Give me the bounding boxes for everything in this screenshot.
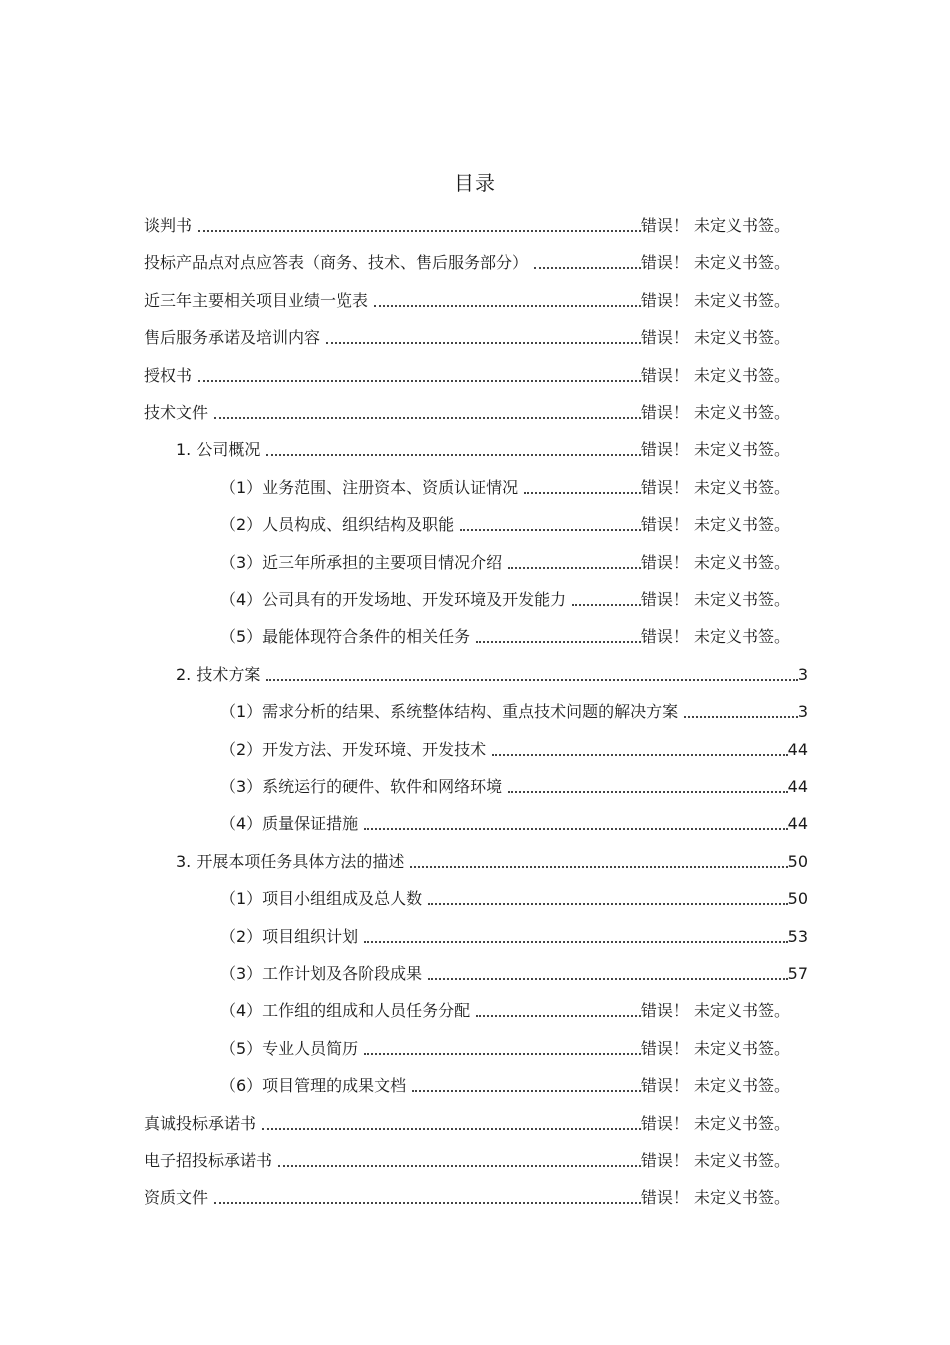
toc-entry[interactable] bbox=[220, 623, 790, 647]
dot-leader bbox=[508, 773, 787, 793]
toc-entry[interactable] bbox=[220, 923, 808, 947]
toc-entry-label: （2）人员构成、组织结构及职能 bbox=[220, 515, 455, 534]
toc-entry-label: 3. 开展本项任务具体方法的描述 bbox=[176, 852, 405, 871]
toc-entry-page-ref: 57 bbox=[787, 964, 808, 983]
dot-leader bbox=[412, 1072, 641, 1092]
toc-entry-label: （3）系统运行的硬件、软件和网络环境 bbox=[220, 777, 503, 796]
toc-entry-page-ref: 44 bbox=[787, 814, 808, 833]
dot-leader bbox=[364, 923, 787, 943]
toc-entry-page-ref: 错误！ 未定义书签。 bbox=[640, 1076, 790, 1095]
toc-entry[interactable] bbox=[144, 287, 790, 311]
toc-entry-page-ref: 44 bbox=[787, 777, 808, 796]
toc-entry[interactable] bbox=[144, 249, 790, 273]
toc-entry[interactable] bbox=[220, 1072, 790, 1096]
toc-entry-page-ref: 50 bbox=[787, 852, 808, 871]
toc-entry-label: （3）工作计划及各阶段成果 bbox=[220, 964, 423, 983]
toc-entry[interactable] bbox=[220, 698, 808, 722]
dot-leader bbox=[266, 661, 797, 681]
dot-leader bbox=[684, 698, 798, 718]
toc-entry-page-ref: 44 bbox=[787, 740, 808, 759]
toc-entry-label: 资质文件 bbox=[144, 1188, 209, 1207]
toc-title: 目录 bbox=[454, 171, 496, 195]
dot-leader bbox=[476, 997, 641, 1017]
toc-entry-page-ref: 错误！ 未定义书签。 bbox=[640, 1188, 790, 1207]
toc-entry-label: 电子招投标承诺书 bbox=[144, 1151, 273, 1170]
toc-entry-page-ref: 错误！ 未定义书签。 bbox=[640, 216, 790, 235]
toc-entry-page-ref: 错误！ 未定义书签。 bbox=[640, 553, 790, 572]
toc-entry-page-ref: 错误！ 未定义书签。 bbox=[640, 627, 790, 646]
toc-entry-label: （4）公司具有的开发场地、开发环境及开发能力 bbox=[220, 590, 567, 609]
toc-entry-label: 售后服务承诺及培训内容 bbox=[144, 328, 321, 347]
toc-entry-label: （3）近三年所承担的主要项目情况介绍 bbox=[220, 553, 503, 572]
dot-leader bbox=[214, 1184, 641, 1204]
dot-leader bbox=[492, 736, 787, 756]
toc-entry-page-ref: 错误！ 未定义书签。 bbox=[640, 1001, 790, 1020]
dot-leader bbox=[198, 212, 641, 232]
toc-entry[interactable] bbox=[144, 399, 790, 423]
toc-entry[interactable] bbox=[220, 736, 808, 760]
toc-entry-page-ref: 3 bbox=[797, 702, 808, 721]
toc-entry-label: 技术文件 bbox=[144, 403, 209, 422]
toc-entry-page-ref: 53 bbox=[787, 927, 808, 946]
dot-leader bbox=[476, 623, 641, 643]
dot-leader bbox=[572, 586, 641, 606]
dot-leader bbox=[262, 1110, 641, 1130]
dot-leader bbox=[198, 362, 641, 382]
dot-leader bbox=[214, 399, 641, 419]
toc-entry-page-ref: 错误！ 未定义书签。 bbox=[640, 403, 790, 422]
toc-entry-page-ref: 错误！ 未定义书签。 bbox=[640, 1039, 790, 1058]
dot-leader bbox=[374, 287, 641, 307]
toc-entry[interactable] bbox=[144, 324, 790, 348]
toc-entry-label: 真诚投标承诺书 bbox=[144, 1114, 257, 1133]
dot-leader bbox=[364, 1035, 641, 1055]
dot-leader bbox=[508, 549, 641, 569]
dot-leader bbox=[428, 960, 787, 980]
toc-entry-label: （5）专业人员简历 bbox=[220, 1039, 359, 1058]
toc-entry[interactable] bbox=[220, 810, 808, 834]
dot-leader bbox=[534, 249, 641, 269]
toc-entry-label: （2）项目组织计划 bbox=[220, 927, 359, 946]
toc-entry-page-ref: 错误！ 未定义书签。 bbox=[640, 1114, 790, 1133]
dot-leader bbox=[266, 436, 641, 456]
toc-entry-label: （2）开发方法、开发环境、开发技术 bbox=[220, 740, 487, 759]
toc-entry[interactable] bbox=[220, 773, 808, 797]
toc-entry[interactable] bbox=[144, 362, 790, 386]
toc-entry-page-ref: 50 bbox=[787, 889, 808, 908]
dot-leader bbox=[410, 848, 787, 868]
toc-entry[interactable] bbox=[176, 436, 790, 460]
dot-leader bbox=[326, 324, 641, 344]
toc-entry[interactable] bbox=[144, 1110, 790, 1134]
toc-entry-label: （4）工作组的组成和人员任务分配 bbox=[220, 1001, 471, 1020]
toc-entry-label: （1）业务范围、注册资本、资质认证情况 bbox=[220, 478, 519, 497]
dot-leader bbox=[278, 1147, 641, 1167]
toc-entry[interactable] bbox=[176, 661, 808, 685]
toc-entry[interactable] bbox=[144, 1184, 790, 1208]
toc-entry-page-ref: 错误！ 未定义书签。 bbox=[640, 515, 790, 534]
toc-entry[interactable] bbox=[220, 549, 790, 573]
toc-entry-page-ref: 错误！ 未定义书签。 bbox=[640, 291, 790, 310]
dot-leader bbox=[524, 474, 641, 494]
toc-entry[interactable] bbox=[176, 848, 808, 872]
toc-entry[interactable] bbox=[220, 474, 790, 498]
toc-entry-label: （1）项目小组组成及总人数 bbox=[220, 889, 423, 908]
toc-entry-label: （5）最能体现符合条件的相关任务 bbox=[220, 627, 471, 646]
toc-entry-label: 谈判书 bbox=[144, 216, 193, 235]
toc-entry[interactable] bbox=[220, 1035, 790, 1059]
dot-leader bbox=[364, 810, 787, 830]
toc-entry[interactable] bbox=[220, 885, 808, 909]
dot-leader bbox=[460, 511, 641, 531]
toc-entry-label: 2. 技术方案 bbox=[176, 665, 261, 684]
toc-entry-label: （1）需求分析的结果、系统整体结构、重点技术问题的解决方案 bbox=[220, 702, 679, 721]
toc-entry[interactable] bbox=[220, 511, 790, 535]
toc-entry-label: 1. 公司概况 bbox=[176, 440, 261, 459]
toc-entry-page-ref: 错误！ 未定义书签。 bbox=[640, 478, 790, 497]
toc-entry-page-ref: 3 bbox=[797, 665, 808, 684]
toc-entry-page-ref: 错误！ 未定义书签。 bbox=[640, 253, 790, 272]
toc-entry[interactable] bbox=[220, 960, 808, 984]
toc-entry-label: 投标产品点对点应答表（商务、技术、售后服务部分） bbox=[144, 253, 529, 272]
toc-entry-label: （6）项目管理的成果文档 bbox=[220, 1076, 407, 1095]
toc-entry[interactable] bbox=[144, 212, 790, 236]
toc-entry-page-ref: 错误！ 未定义书签。 bbox=[640, 590, 790, 609]
toc-entry-page-ref: 错误！ 未定义书签。 bbox=[640, 1151, 790, 1170]
toc-entry[interactable] bbox=[220, 586, 790, 610]
toc-entry[interactable] bbox=[144, 1147, 790, 1171]
toc-entry-label: 授权书 bbox=[144, 366, 193, 385]
toc-entry-page-ref: 错误！ 未定义书签。 bbox=[640, 366, 790, 385]
toc-entry-label: （4）质量保证措施 bbox=[220, 814, 359, 833]
toc-entry-page-ref: 错误！ 未定义书签。 bbox=[640, 328, 790, 347]
toc-entry-label: 近三年主要相关项目业绩一览表 bbox=[144, 291, 369, 310]
dot-leader bbox=[428, 885, 787, 905]
toc-entry[interactable] bbox=[220, 997, 790, 1021]
toc-entry-page-ref: 错误！ 未定义书签。 bbox=[640, 440, 790, 459]
